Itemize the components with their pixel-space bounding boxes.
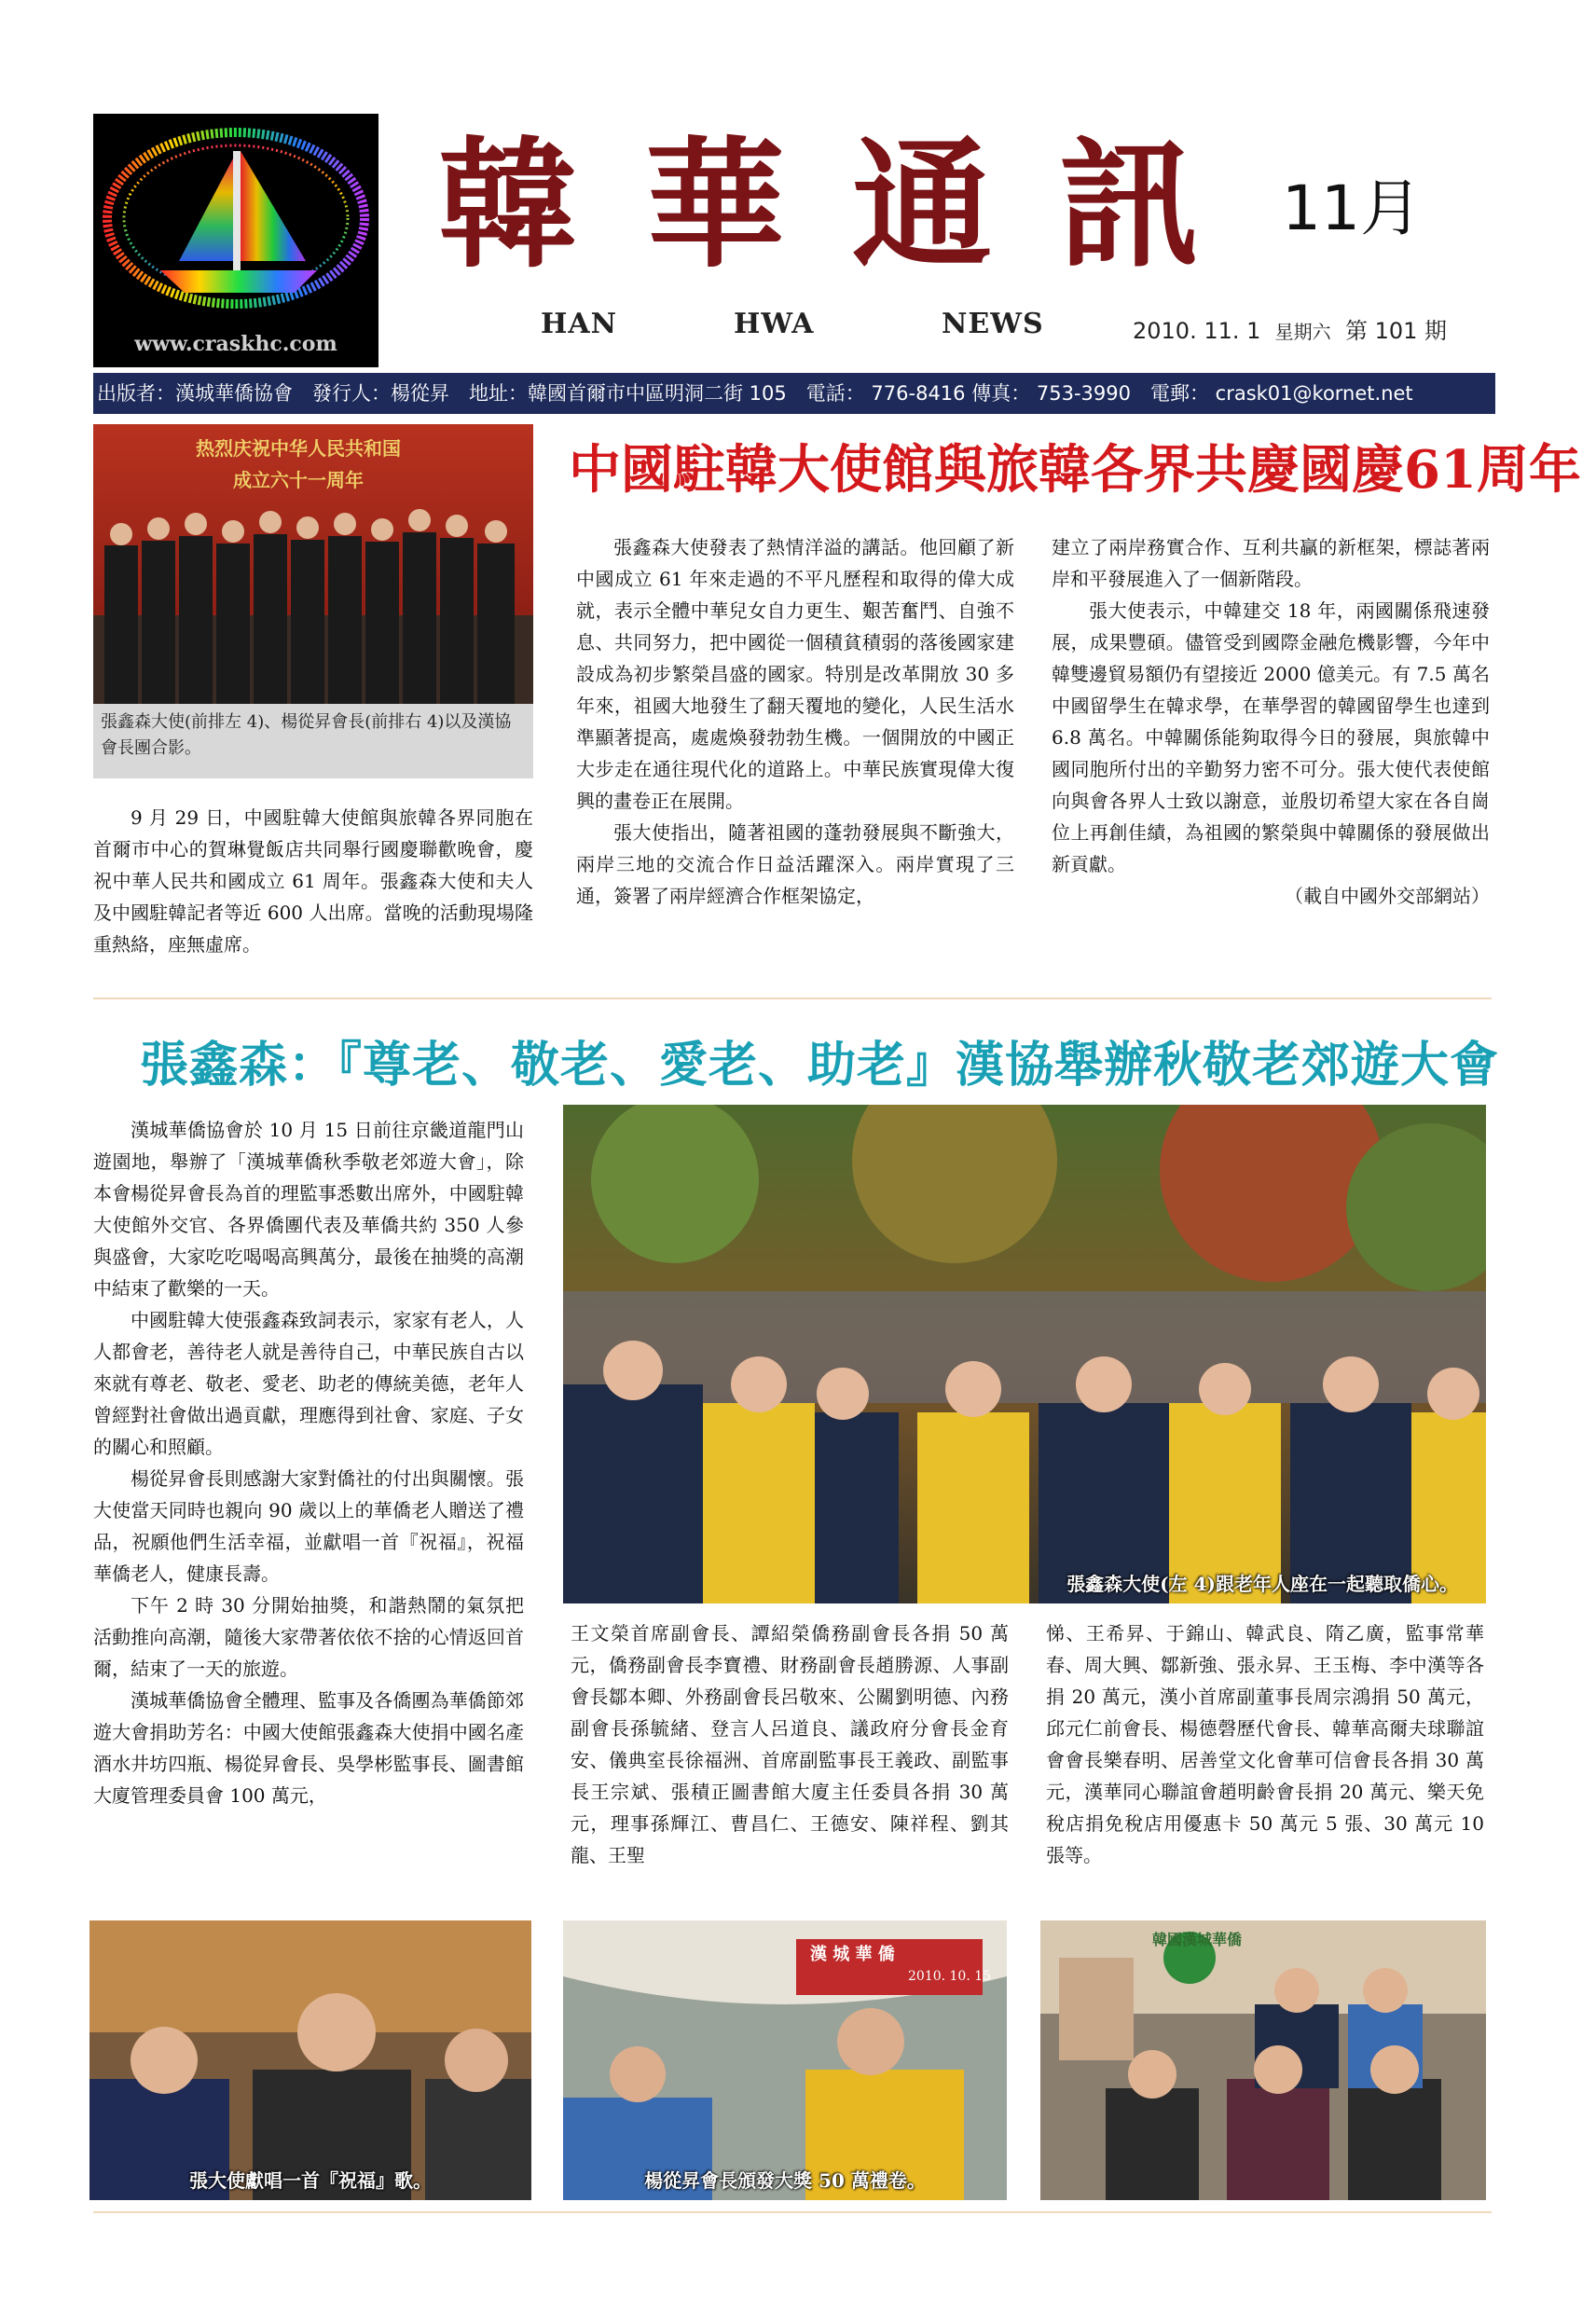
article2-col1-para4: 下午 2 時 30 分開始抽獎，和諧熱鬧的氣氛把活動推向高潮，隨後大家帶著依依不捨的心情返回首爾，結束了一天的旅遊。 xyxy=(93,1594,524,1680)
award-banner: 漢 城 華 僑 xyxy=(810,1945,895,1964)
article2-col1-para5: 漢城華僑協會全體理、監事及各僑團為華僑節郊遊大會捐助芳名：中國大使館張鑫森大使捐中國名產酒水井坊四瓶、楊從昇會長、吳學彬監事長、圖書館大廈管理委員會 100 萬元， xyxy=(93,1689,524,1807)
elders-banner: 韓國漢城華僑 xyxy=(1152,1931,1243,1948)
article1-col3-para2: 張大使表示，中韓建交 18 年，兩國關係飛速發展，成果豐碩。儘管受到國際金融危機影響，今年中韓雙邊貿易額仍有望接近 2000 億美元。有 7.5 萬名中國留學生在韓求學，在華學習的韓國留學生也達到 6.8 萬名。中韓關係能夠取得今日的發展，與旅韓中國同胞所付出的辛勤努力密不可分。張大使代表使館向與會各界人士致以謝意，並殷切希望大家在各自崗位上再創佳績，為祖國的繁榮與中韓關係的發展做出新貢獻。 xyxy=(1052,599,1490,875)
page-bottom-rule xyxy=(93,2211,1492,2213)
issue-weekday: 星期六 xyxy=(1274,321,1331,343)
main-photo-caption: 張鑫森大使(左 4)跟老年人座在一起聽取僑心。 xyxy=(1066,1573,1458,1595)
embassy-group-photo xyxy=(93,424,533,704)
article2-col2-para1: 王文榮首席副會長、譚紹榮僑務副會長各捐 50 萬元，僑務副會長李寶禮、財務副會長趙勝源、人事副會長鄒本卿、外務副會長呂敬來、公關劉明德、內務副會長孫毓緒、登言人呂道良、議政府分會長金育安、儀典室長徐福洲、首席副監事長王義政、副監事長王宗斌、張積正圖書館大廈主任委員各捐 30 萬元，理事孫輝江、曹昌仁、王德安、陳祥程、劉其龍、王聖 xyxy=(571,1622,1009,1866)
publication-logo xyxy=(93,114,378,367)
sailboat-logo-icon xyxy=(93,114,378,367)
article2-col1-para1: 漢城華僑協會於 10 月 15 日前往京畿道龍門山遊園地，舉辦了「漢城華僑秋季敬老郊遊大會」，除本會楊從昇會長為首的理監事悉數出席外，中國駐韓大使館外交官、各界僑團代表及華僑共約 350 人參與盛會，大家吃吃喝喝高興萬分，最後在抽獎的高潮中結束了歡樂的一天。 xyxy=(93,1119,524,1300)
article1-col1-para1: 9 月 29 日，中國駐韓大使館與旅韓各界同胞在首爾市中心的賀琳覺飯店共同舉行國慶聯歡晚會，慶祝中華人民共和國成立 61 周年。張鑫森大使和夫人及中國駐韓記者等近 600 人出席。當晚的活動現場隆重熱絡，座無虛席。 xyxy=(93,806,533,956)
article2-column2 xyxy=(571,1617,1009,1871)
publisher-bar: 出版者：漢城華僑協會 發行人：楊從昇 地址：韓國首爾市中區明洞二街 105 電話： 776-8416 傳真： 753-3990 電郵： crask01@kornet.net xyxy=(93,373,1495,414)
article1-col2-para1: 張鑫森大使發表了熱情洋溢的講話。他回顧了新中國成立 61 年來走過的不平凡歷程和取得的偉大成就，表示全體中華兒女自力更生、艱苦奮鬥、自強不息、共同努力，把中國從一個積貧積弱的落後國家建設成為初步繁榮昌盛的國家。特別是改革開放 30 多年來，祖國大地發生了翻天覆地的變化，人民生活水準顯著提高，處處煥發勃勃生機。一個開放的中國正大步走在通往現代化的道路上。中華民族實現偉大復興的畫卷正在展開。 xyxy=(576,536,1014,812)
article1-source: （載自中國外交部網站） xyxy=(1285,885,1490,907)
article1-col2-para2: 張大使指出，隨著祖國的蓬勃發展與不斷強大，兩岸三地的交流合作日益活躍深入。兩岸實現了三通，簽署了兩岸經濟合作框架協定， xyxy=(576,821,1014,907)
issue-number: 第 101 期 xyxy=(1344,318,1448,344)
section-divider xyxy=(93,998,1492,999)
article2-column1 xyxy=(93,1114,524,1811)
award-banner-date: 2010. 10. 15 xyxy=(908,1969,992,1984)
article1-column3 xyxy=(1052,531,1490,912)
bottom-photo-elders xyxy=(1040,1920,1486,2200)
masthead-english-news: NEWS xyxy=(942,308,1044,340)
bottom-photo-award xyxy=(563,1920,1007,2200)
article2-col3-para1: 悌、王希昇、于錦山、韓武良、隋乙廣，監事常華春、周大興、鄒新強、張永昇、王玉梅、李中漢等各捐 20 萬元，漢小首席副董事長周宗鴻捐 50 萬元，邱元仁前會長、楊德磬歷代會長、韓華高爾夫球聯誼會會長樂春明、居善堂文化會華可信會長各捐 30 萬元，漢華同心聯誼會趙明齡會長捐 20 萬元、樂天免稅店捐免稅店用優惠卡 50 萬元 5 張、30 萬元 10 張等。 xyxy=(1046,1622,1484,1866)
issue-date: 2010. 11. 1 xyxy=(1133,318,1261,344)
article1-headline: 中國駐韓大使館與旅韓各界共慶國慶61周年 xyxy=(569,439,1581,501)
award-photo-caption: 楊從昇會長頒發大獎 50 萬禮卷。 xyxy=(644,2169,926,2192)
article2-headline: 張鑫森：『尊老、敬老、愛老、助老』漢協舉辦秋敬老郊遊大會 xyxy=(140,1037,1500,1094)
article2-column3 xyxy=(1046,1617,1484,1871)
masthead-english-hwa: HWA xyxy=(734,308,815,340)
article2-col1-para3: 楊從昇會長則感謝大家對僑社的付出與關懷。張大使當天同時也親向 90 歲以上的華僑老人贈送了禮品，祝願他們生活幸福，並獻唱一首『祝福』，祝福華僑老人，健康長壽。 xyxy=(93,1467,524,1585)
masthead-title: 韓華通訊 xyxy=(438,123,1267,287)
bottom-photo-singing xyxy=(89,1920,531,2200)
photo-banner-line2: 成立六十一周年 xyxy=(233,469,364,491)
article1-column2 xyxy=(576,531,1014,912)
article1-col3-para1: 建立了兩岸務實合作、互利共贏的新框架，標誌著兩岸和平發展進入了一個新階段。 xyxy=(1052,536,1490,590)
masthead-english-han: HAN xyxy=(541,308,618,340)
issue-info xyxy=(1133,312,1447,345)
issue-month: 11月 xyxy=(1282,172,1422,244)
singing-photo-caption: 張大使獻唱一首『祝福』歌。 xyxy=(189,2169,432,2192)
group-photo-caption: 張鑫森大使(前排左 4)、楊從昇會長(前排右 4)以及漢協會長團合影。 xyxy=(93,704,533,778)
article1-column1 xyxy=(93,802,533,960)
article2-col1-para2: 中國駐韓大使張鑫森致詞表示，家家有老人，人人都會老，善待老人就是善待自己，中華民族自古以來就有尊老、敬老、愛老、助老的傳統美德，老年人曾經對社會做出過貢獻，理應得到社會、家庭、子女的關心和照顧。 xyxy=(93,1309,524,1458)
outing-main-photo xyxy=(563,1105,1486,1603)
logo-website-url: www.craskhc.com xyxy=(134,332,337,356)
photo-banner-line1: 热烈庆祝中华人民共和国 xyxy=(196,437,401,460)
